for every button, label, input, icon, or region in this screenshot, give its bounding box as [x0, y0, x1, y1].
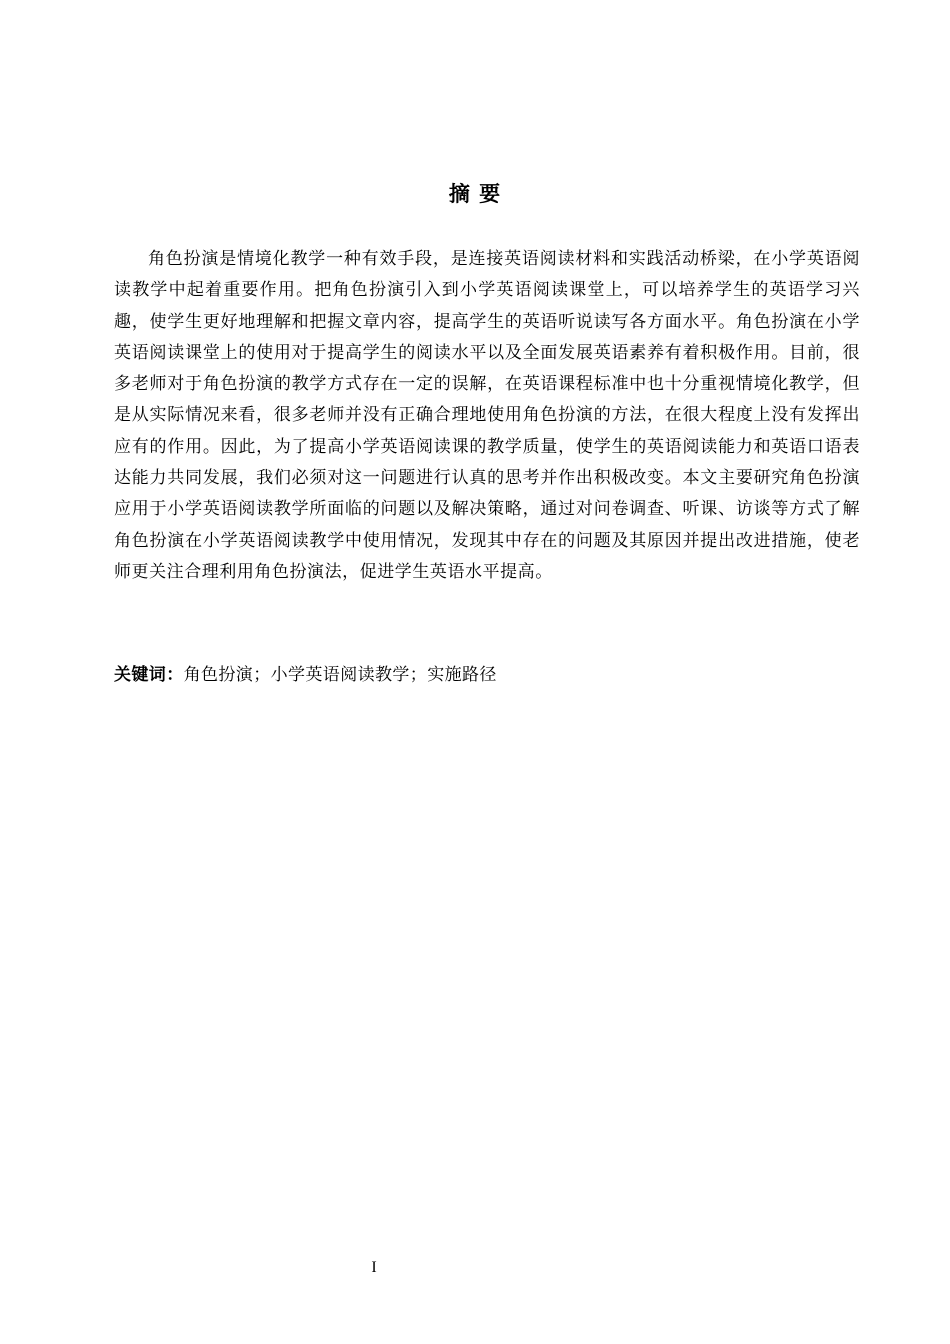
keywords-line — [114, 660, 860, 691]
keywords-label: 关键词： — [114, 665, 184, 685]
keywords-text: 角色扮演；小学英语阅读教学；实施路径 — [183, 665, 497, 685]
page-number: I — [371, 1259, 377, 1276]
abstract-title: 摘 要 — [448, 182, 502, 206]
abstract-body: 角色扮演是情境化教学一种有效手段，是连接英语阅读材料和实践活动桥梁，在小学英语阅读教学中起着重要作用。把角色扮演引入到小学英语阅读课堂上，可以培养学生的英语学习兴趣，使学生更好地理解和把握文章内容，提高学生的英语听说读写各方面水平。角色扮演在小学英语阅读课堂上的使用对于提高学生的阅读水平以及全面发展英语素养有着积极作用。目前，很多老师对于角色扮演的教学方式存在一定的误解，在英语课程标准中也十分重视情境化教学，但是从实际情况来看，很多老师并没有正确合理地使用角色扮演的方法，在很大程度上没有发挥出应有的作用。因此，为了提高小学英语阅读课的教学质量，使学生的英语阅读能力和英语口语表达能力共同发展，我们必须对这一问题进行认真的思考并作出积极改变。本文主要研究角色扮演应用于小学英语阅读教学所面临的问题以及解决策略，通过对问卷调查、听课、访谈等方式了解角色扮演在小学英语阅读教学中使用情况，发现其中存在的问题及其原因并提出改进措施，使老师更关注合理利用角色扮演法，促进学生英语水平提高。 — [114, 249, 860, 582]
